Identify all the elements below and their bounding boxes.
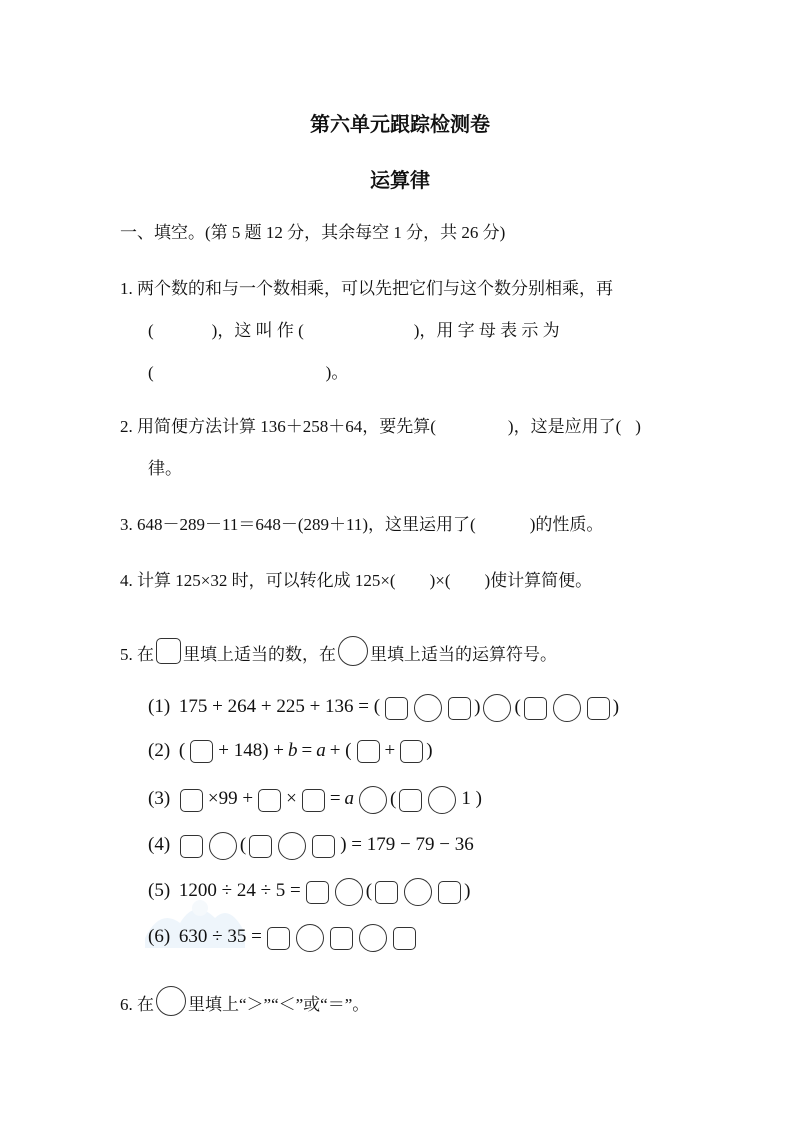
question-1-line-3 [148,358,348,383]
operator-circle[interactable] [359,924,387,952]
text: )。 [325,363,349,382]
item-number: (3) [148,788,171,810]
q5-item-3 [146,786,484,814]
item-number: (5) [148,880,171,902]
number-box[interactable] [524,697,547,720]
circle-icon [338,636,368,666]
text: 4. 计算 125×32 时，可以转化成 125×( [120,571,396,590]
paren-open: ( [148,321,154,340]
operator-circle[interactable] [404,878,432,906]
item-number: (6) [148,926,171,948]
plus: + [384,740,396,761]
text: 里填上适当的运算符号。 [370,645,557,664]
paren: ) [474,696,481,718]
expression: ) = 179 − 79 − 36 [340,834,474,856]
question-6 [120,986,369,1016]
equals: = [329,788,341,810]
circle-icon [156,986,186,1016]
operator-circle[interactable] [359,786,387,814]
number-box[interactable] [375,881,398,904]
expression: 1200 ÷ 24 ÷ 5 = [178,880,301,902]
text: )，用 字 母 表 示 为 [413,321,560,340]
paren: ) [426,740,433,761]
question-1-line-1: 1. 两个数的和与一个数相乘，可以先把它们与这个数分别相乘，再 [120,279,613,298]
operator-circle[interactable] [335,878,363,906]
q5-item-6 [146,924,419,952]
expression: + ( [329,740,352,761]
text: )×( [429,571,451,590]
q5-item-1 [146,694,619,722]
question-3 [120,510,603,535]
expression: + 148) + [218,740,284,761]
expression: 175 + 264 + 225 + 136 = ( [178,696,381,718]
number-box[interactable] [587,697,610,720]
text: )，这是应用了( [507,417,622,436]
paren: ( [365,880,373,902]
number-box[interactable] [258,789,281,812]
operator-circle[interactable] [296,924,324,952]
question-4 [120,566,592,591]
number-box[interactable] [393,927,416,950]
q5-item-4 [146,832,476,860]
q5-item-2 [146,740,433,763]
text: 2. 用简便方法计算 136＋258＋64，要先算( [120,417,436,436]
question-2-line-1 [120,412,641,437]
variable-a: a [316,740,326,761]
operator-circle[interactable] [414,694,442,722]
section-heading: 一、填空。(第 5 题 12 分，其余每空 1 分，共 26 分) [120,223,506,242]
number-box[interactable] [180,835,203,858]
paren: ( [239,834,247,856]
variable-a: a [344,788,355,810]
text: 里填上适当的数，在 [183,645,336,664]
operator-circle[interactable] [428,786,456,814]
operator-circle[interactable] [278,832,306,860]
text: 6. 在 [120,995,154,1014]
text: 3. 648－289－11＝648－(289＋11)，这里运用了( [120,515,476,534]
number-box[interactable] [357,740,380,763]
number-box[interactable] [448,697,471,720]
number-box[interactable] [385,697,408,720]
text: 里填上“＞”“＜”或“＝”。 [188,995,370,1014]
text: ) [635,417,641,436]
paren: ) [464,880,471,902]
variable-b: b [288,740,298,761]
operator-circle[interactable] [553,694,581,722]
number-box[interactable] [438,881,461,904]
expression: ×99 + [207,788,254,810]
text: 5. 在 [120,645,154,664]
question-2-line-2: 律。 [148,459,182,478]
number-box[interactable] [312,835,335,858]
item-number: (2) [148,740,171,761]
page-subtitle: 运算律 [370,168,430,192]
number-box[interactable] [399,789,422,812]
question-5 [120,636,557,666]
item-number: (4) [148,834,171,856]
paren: ) [612,696,620,718]
number-box[interactable] [302,789,325,812]
text: )的性质。 [529,515,604,534]
paren: ( [178,740,186,761]
number-box[interactable] [306,881,329,904]
number-box[interactable] [267,927,290,950]
paren: ( [390,788,397,810]
item-number: (1) [148,696,171,718]
expression: 1 ) [461,788,482,810]
text: )，这 叫 作 ( [211,321,304,340]
square-box-icon [156,638,181,664]
text: )使计算简便。 [484,571,593,590]
paren: ( [514,696,521,718]
operator-circle[interactable] [483,694,511,722]
number-box[interactable] [249,835,272,858]
expression: 630 ÷ 35 = [178,926,262,948]
operator-circle[interactable] [209,832,237,860]
question-1-line-2 [148,316,560,341]
number-box[interactable] [190,740,213,763]
page-title: 第六单元跟踪检测卷 [310,112,490,136]
times: × [286,788,297,810]
number-box[interactable] [330,927,353,950]
paren-open: ( [148,363,154,382]
number-box[interactable] [180,789,203,812]
number-box[interactable] [400,740,423,763]
equals: = [301,740,313,761]
